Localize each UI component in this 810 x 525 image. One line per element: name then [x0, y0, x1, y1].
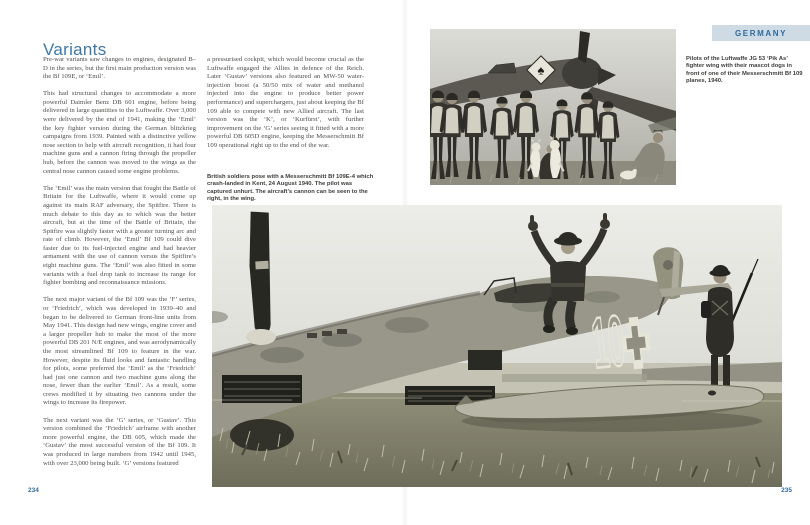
section-tab-germany: GERMANY: [712, 25, 810, 41]
page-title: Variants: [43, 40, 107, 60]
paragraph: The ‘Emil’ was the main version that fought the Battle of Britain for the Luftwaffe, where it would come up against its main RAF adversary, the Spitfire. There is much debate to this day as to which was the better aircraft, but at the time of the Battle of Britain, the Spitfire was slightly faster with a greater turning arc and rate of climb. However, the ‘Emil’ Bf 109 could dive faster due to its fuel-injected engine and had heavier armament with the use of cannon versus the Spitfire’s eight machine guns. The ‘Emil’ was also fitted in some variants with a fuel drop tank to increase its range for fighter bombing and reconnaissance missions.: [43, 184, 196, 287]
crash-photo-illustration: [212, 205, 782, 487]
text-column-2: [207, 56, 364, 159]
top-photo-caption: Pilots of the Luftwaffe JG 53 ‘Pik As’ fighter wing with their mascot dogs in front of one of their Messerschmitt Bf 109 planes, 1940.: [686, 56, 803, 85]
page-number-right: 235: [781, 487, 792, 494]
radiator-left: [222, 375, 302, 403]
wing-cannon-port: [708, 391, 716, 396]
svg-text:♠: ♠: [537, 62, 545, 78]
text-column-1: [43, 56, 196, 477]
paragraph: The next major variant of the Bf 109 was the ‘F’ series, or ‘Friedrich’, which was developed in 1939–40 and began to be delivered to German front-line units from May 1941. This design had new wings, engine cover and a larger propeller hub to make the most of the more powerful DB 201 N/E engines, and was aerodynamically the most streamlined Bf 109 to feature in the war. However, despite its fluid looks and fantastic handling for pilots, some preferred the ‘Emil’ as the ‘Friedrich’ had just one cannon and two machine guns along the nose, fewer than the earlier ‘Emil’. As a result, some crews modified it by situating two cannons under the wings to increase its firepower.: [43, 296, 196, 407]
intake: [468, 350, 502, 370]
paragraph: Pre-war variants saw changes to engines, designated B–D in the series, but the first main production version was the Bf 109E, or ‘Emil’.: [43, 56, 196, 81]
main-photo-caption: British soldiers pose with a Messerschmitt Bf 109E-4 which crash-landed in Kent, 24 August 1940. The pilot was captured unhurt. The aircraft’s cannon can be seen to the right, in the wing.: [207, 174, 374, 203]
pilots-photo-illustration: [430, 29, 676, 185]
photo-crashed-bf109-with-soldiers: [212, 205, 782, 487]
paragraph: a pressurised cockpit, which would become crucial as the Luftwaffe engaged the Allies in defence of the Reich. Later ‘Gustav’ versions also featured an MW-50 water-injection boost (a 50/50 mix of water and methanol injected into the engine to produce better power performance) and superchargers, just about keeping the Bf 109 able to compete with new Allied aircraft. The last version was the ‘K’, or ‘Kurfürst’, with further improvement on the ‘G’ series seeing it fitted with a more powerful DB 605D engine, keeping the Messerschmitt Bf 109 operational right up to the end of the war.: [207, 56, 364, 149]
propeller-hub: [246, 329, 276, 345]
photo-pilots-with-mascot-dogs: [430, 29, 676, 185]
paragraph: The next variant was the ‘G’ series, or ‘Gustav’. This version combined the ‘Friedrich’ airframe with another more powerful engine, the DB 605, which made the ‘Gustav’ the most successful version of the Bf 109. It was produced in large numbers from 1942 until 1945, with over 23,000 being built. ‘G’ versions featured: [43, 416, 196, 467]
page-number-left: 234: [28, 487, 39, 494]
paragraph: This had structural changes to accommodate a more powerful Daimler Benz DB 601 engine, before being delivered in large quantities to the Luftwaffe. Over 3,000 were delivered by the end of 1941, making the ‘Emil’ the key fighter version during the German blitzkrieg campaigns from 1939. Painted with a distinctive yellow nose section to help with aircraft recognition, it had four machine guns and a cannon firing through the propeller hub, before the cannon was moved to the wings as the central nose cannon caused some engine problems.: [43, 90, 196, 175]
wheel: [230, 419, 294, 451]
